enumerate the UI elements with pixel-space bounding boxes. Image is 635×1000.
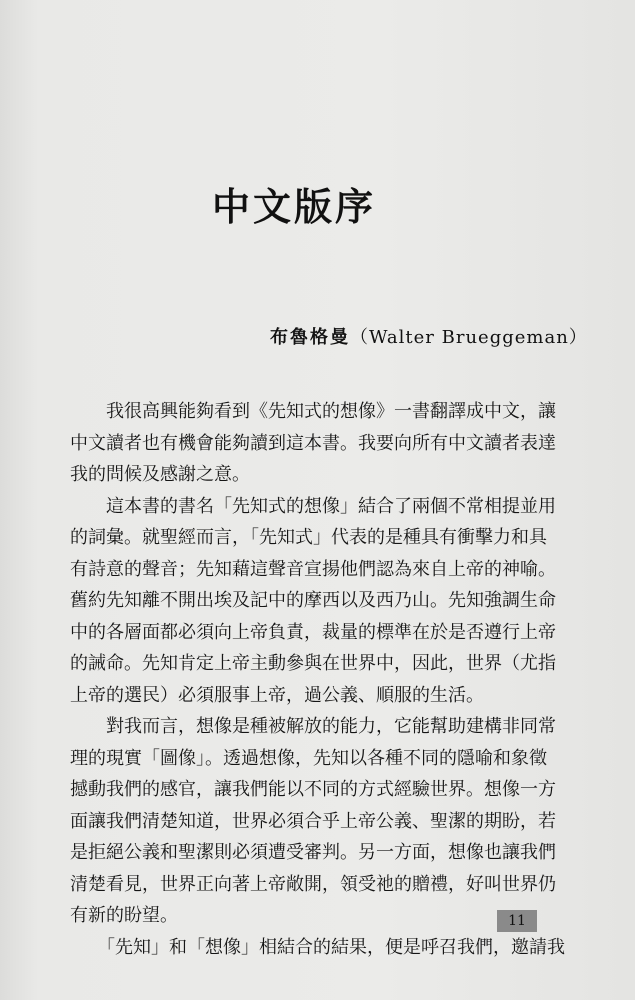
text-line: 的誡命。先知肯定上帝主動參與在世界中，因此，世界（尤指 — [70, 653, 556, 674]
text-line: 這本書的書名「先知式的想像」結合了兩個不常相提並用 — [70, 495, 556, 517]
page-number: 11 — [497, 910, 537, 932]
text-line: 是拒絕公義和聖潔則必須遭受審判。另一方面，想像也讓我們 — [70, 842, 556, 863]
text-line: 有詩意的聲音；先知藉這聲音宣揚他們認為來自上帝的神喻。 — [70, 558, 556, 580]
page-title: 中文版序 — [212, 185, 377, 229]
body-text — [70, 396, 565, 963]
author-name-english: （Walter Brueggeman） — [350, 327, 588, 348]
text-line: 有新的盼望。 — [70, 905, 178, 926]
text-line: 「先知」和「想像」相結合的結果，便是呼召我們，邀請我 — [70, 936, 565, 958]
text-line: 的詞彙。就聖經而言，「先知式」代表的是種具有衝擊力和具 — [70, 527, 547, 548]
text-line: 上帝的選民）必須服事上帝，過公義、順服的生活。 — [70, 684, 484, 706]
author-byline — [270, 323, 588, 349]
text-line: 中文讀者也有機會能夠讀到這本書。我要向所有中文讀者表達 — [70, 432, 556, 454]
text-line: 撼動我們的感官，讓我們能以不同的方式經驗世界。想像一方 — [70, 779, 556, 800]
text-line: 面讓我們清楚知道，世界必須合乎上帝公義、聖潔的期盼，若 — [70, 810, 556, 832]
text-line: 我很高興能夠看到《先知式的想像》一書翻譯成中文，讓 — [70, 401, 556, 422]
text-line: 我的問候及感謝之意。 — [70, 464, 250, 485]
text-line: 中的各層面都必須向上帝負責，裁量的標準在於是否遵行上帝 — [70, 621, 556, 643]
text-line: 理的現實「圖像」。透過想像，先知以各種不同的隱喻和象徵 — [70, 747, 547, 769]
text-line: 清楚看見，世界正向著上帝敞開，領受祂的贈禮，好叫世界仍 — [70, 873, 556, 895]
author-name-chinese: 布魯格曼 — [270, 327, 350, 348]
text-line: 對我而言，想像是種被解放的能力，它能幫助建構非同常 — [70, 716, 556, 737]
text-line: 舊約先知離不開出埃及記中的摩西以及西乃山。先知強調生命 — [70, 590, 556, 611]
